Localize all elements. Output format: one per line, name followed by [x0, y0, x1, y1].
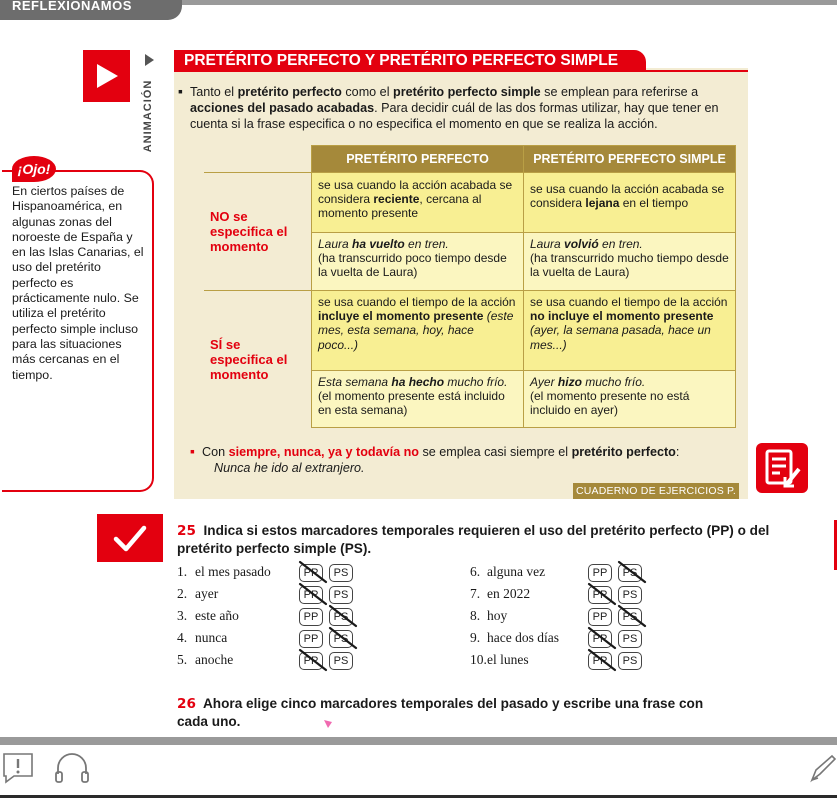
item-label: hoy: [487, 608, 508, 623]
bullet-icon: ▪: [190, 443, 195, 459]
option-ps[interactable]: PS: [329, 630, 353, 648]
item-label: nunca: [195, 630, 228, 645]
item-number: 9.: [470, 630, 481, 645]
cell-si-pp-example: Esta semana ha hecho mucho frío. (el momento presente está incluido en esta semana): [312, 371, 524, 428]
option-ps[interactable]: PS: [618, 586, 642, 604]
cross-out-mark: [585, 582, 619, 606]
item-number: 2.: [177, 586, 188, 601]
option-ps[interactable]: PS: [329, 564, 353, 582]
item-number: 1.: [177, 564, 188, 579]
ojo-badge: ¡Ojo!: [12, 156, 56, 182]
intro-paragraph: ▪ Tanto el pretérito perfecto como el pretérito perfecto simple se emplean para referirse a acciones del pasado acabadas. Para decidir cuál de las dos formas utilizar, hay que tener en cuenta si la frase especifica o no especifica el momento en que se realiza la acción.: [178, 83, 719, 131]
exercise-item: [177, 651, 234, 669]
headphones-icon[interactable]: [52, 750, 92, 786]
comment-icon[interactable]: [0, 750, 36, 786]
bullet-icon: ▪: [178, 83, 183, 99]
cell-no-pps: se usa cuando la acción acabada se considera lejana en el tiempo: [524, 173, 736, 233]
exercise-26-statement: 26 Ahora elige cinco marcadores temporales del pasado y escribe una frase con cada uno.: [177, 696, 704, 729]
exercise-item: [470, 607, 508, 625]
option-ps[interactable]: PS: [618, 652, 642, 670]
cell-no-pp-example: Laura ha vuelto en tren. (ha transcurrido poco tiempo desde la vuelta de Laura): [312, 233, 524, 291]
cross-out-mark: [585, 648, 619, 672]
exercise-item: [470, 585, 531, 603]
option-ps[interactable]: PS: [329, 652, 353, 670]
exercise-item: [177, 585, 219, 603]
pencil-cursor-icon: [322, 718, 334, 730]
option-pp[interactable]: PP: [299, 586, 323, 604]
item-number: 5.: [177, 652, 188, 667]
pen-tool-icon[interactable]: [808, 752, 836, 784]
cross-out-mark: [296, 648, 330, 672]
cross-out-mark: [585, 626, 619, 650]
item-label: hace dos días: [487, 630, 559, 645]
item-number: 10.: [470, 652, 487, 667]
item-number: 7.: [470, 586, 481, 601]
bottom-toolbar-divider: [0, 737, 837, 745]
row-label-si: SÍ se especifica el momento: [204, 291, 312, 428]
exercise-number: 25: [177, 523, 196, 539]
exercise-item: [177, 629, 228, 647]
cross-out-mark: [296, 560, 330, 584]
exercise-number: 26: [177, 696, 196, 712]
cell-no-pp: se usa cuando la acción acabada se considera reciente, cercana al momento presente: [312, 173, 524, 233]
cross-out-mark: [615, 604, 649, 628]
item-label: este año: [195, 608, 239, 623]
exercise-item: [470, 651, 529, 669]
cell-si-pp: se usa cuando el tiempo de la acción incluye el momento presente (este mes, esta semana, hoy, hace poco...): [312, 291, 524, 371]
exercise-item: [470, 629, 559, 647]
option-pp[interactable]: PP: [588, 608, 612, 626]
item-number: 6.: [470, 564, 481, 579]
item-label: el mes pasado: [195, 564, 271, 579]
exercise-item: [177, 607, 239, 625]
exercise-item: [177, 563, 271, 581]
option-ps[interactable]: PS: [618, 608, 642, 626]
option-pp[interactable]: PP: [299, 608, 323, 626]
option-ps[interactable]: PS: [329, 586, 353, 604]
option-pp[interactable]: PP: [588, 652, 612, 670]
item-label: en 2022: [487, 586, 531, 601]
cross-out-mark: [326, 604, 360, 628]
item-label: alguna vez: [487, 564, 546, 579]
item-number: 8.: [470, 608, 481, 623]
cell-si-pps-example: Ayer hizo mucho frío. (el momento presente no está incluido en ayer): [524, 371, 736, 428]
option-ps[interactable]: PS: [618, 630, 642, 648]
ojo-text: En ciertos países de Hispanoamérica, en algunas zonas del noroeste de España y en las Islas Canarias, el uso del pretérito perfecto es prácticamente nulo. Se utiliza el pretérito perfecto simple incluso para las situaciones más cercanas en el tiempo.: [12, 184, 144, 382]
exercise-25-statement: 25 Indica si estos marcadores temporales requieren el uso del pretérito perfecto (PP) o del pretérito perfecto simple (PS).: [177, 523, 770, 556]
item-label: anoche: [195, 652, 234, 667]
animation-text: ANIMACIÓN: [142, 79, 154, 153]
page-title: PRETÉRITO PERFECTO Y PRETÉRITO PERFECTO SIMPLE: [174, 50, 646, 72]
header-pps: PRETÉRITO PERFECTO SIMPLE: [524, 146, 736, 173]
usage-note: ▪ Con siempre, nunca, ya y todavía no se emplea casi siempre el pretérito perfecto: Nunca he ido al extranjero.: [190, 443, 680, 475]
cross-out-mark: [615, 560, 649, 584]
item-label: ayer: [195, 586, 219, 601]
cross-out-mark: [326, 626, 360, 650]
item-label: el lunes: [487, 652, 529, 667]
option-pp[interactable]: PP: [588, 630, 612, 648]
option-ps[interactable]: PS: [329, 608, 353, 626]
option-pp[interactable]: PP: [588, 564, 612, 582]
exercise-item: [470, 563, 546, 581]
item-number: 3.: [177, 608, 188, 623]
cell-si-pps: se usa cuando el tiempo de la acción no incluye el momento presente (ayer, la semana pasada, hace un mes...): [524, 291, 736, 371]
usage-example: Nunca he ido al extranjero.: [214, 461, 365, 475]
option-pp[interactable]: PP: [299, 652, 323, 670]
workbook-reference[interactable]: CUADERNO DE EJERCICIOS P. EJ 69: [573, 483, 739, 499]
cell-no-pps-example: Laura volvió en tren. (ha transcurrido mucho tiempo desde la vuelta de Laura): [524, 233, 736, 291]
item-number: 4.: [177, 630, 188, 645]
option-ps[interactable]: PS: [618, 564, 642, 582]
option-pp[interactable]: PP: [299, 630, 323, 648]
header-pp: PRETÉRITO PERFECTO: [312, 146, 524, 173]
option-pp[interactable]: PP: [299, 564, 323, 582]
option-pp[interactable]: PP: [588, 586, 612, 604]
cross-out-mark: [296, 582, 330, 606]
row-label-no: NO se especifica el momento: [204, 173, 312, 291]
section-tab: REFLEXIONAMOS: [0, 0, 182, 20]
